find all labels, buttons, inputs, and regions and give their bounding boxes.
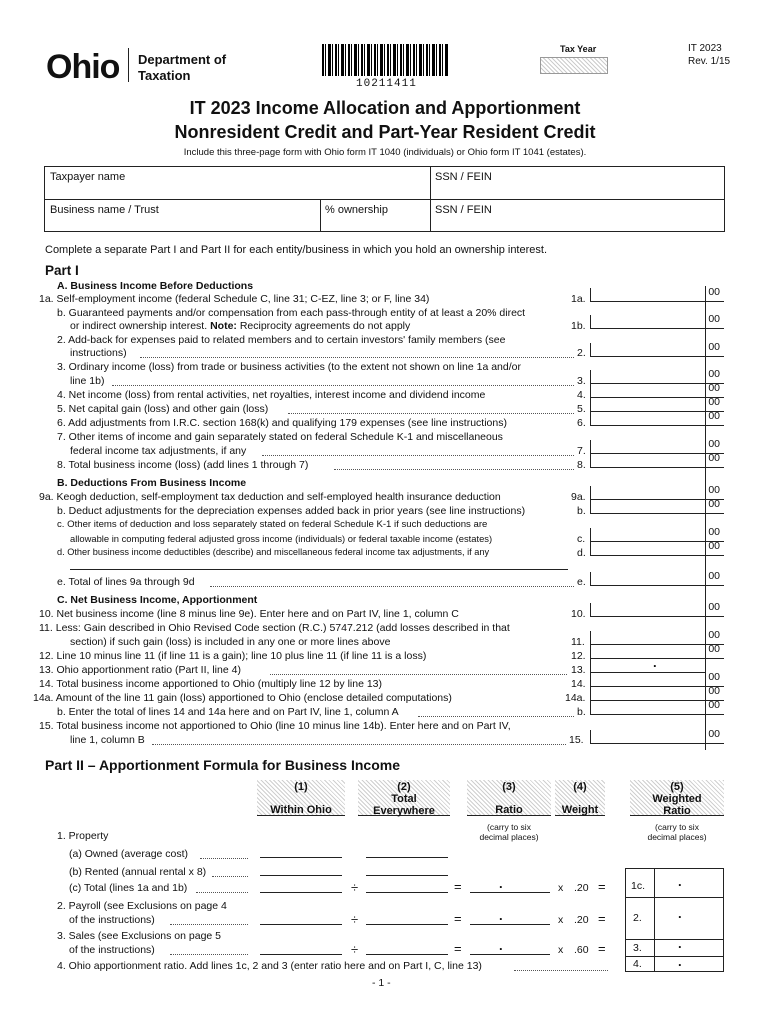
payroll-ratio-input[interactable] — [470, 924, 550, 925]
line-13-text: 13. Ohio apportionment ratio (Part II, line 4) — [39, 664, 241, 676]
decimal-point: . — [499, 876, 503, 891]
logo-divider — [128, 48, 129, 82]
cents: 00 — [708, 368, 720, 380]
ohio-logo: Ohio — [46, 48, 120, 86]
line-4-text: 4. Net income (loss) from rental activities, net royalties, interest income and dividend income — [57, 389, 486, 401]
equals-sign: = — [598, 879, 606, 894]
col4-num: (4) — [573, 781, 587, 793]
cents: 00 — [708, 728, 720, 740]
cents: 00 — [708, 396, 720, 408]
line-9d-describe-field[interactable] — [70, 569, 568, 570]
equals-sign: = — [454, 911, 462, 926]
line-3-text2: line 1b) — [70, 375, 105, 387]
line-5-input[interactable] — [590, 398, 724, 412]
carry-note-1: (carry to six — [655, 822, 699, 832]
cents: 00 — [708, 671, 720, 683]
barcode-number: 10211411 — [356, 78, 417, 90]
line-9e-num: e. — [577, 576, 586, 588]
line-9c-text1: c. Other items of deduction and loss separately stated on federal Schedule K-1 if such deductions are — [57, 519, 488, 530]
equals-sign: = — [598, 911, 606, 926]
dept-line1: Department of — [138, 52, 227, 67]
section-a-heading: A. Business Income Before Deductions — [57, 280, 254, 292]
rented-label: (b) Rented (annual rental x 8) — [69, 866, 207, 878]
line-11-num: 11. — [571, 636, 585, 648]
divide-sign: ÷ — [351, 880, 359, 895]
col4-header — [555, 781, 605, 816]
line-8-text: 8. Total business income (loss) (add lines 1 through 7) — [57, 459, 309, 471]
line-14a-text: 14a. Amount of the line 11 gain (loss) apportioned to Ohio (enclose detailed computations) — [33, 692, 452, 704]
col5-name-a: Weighted — [652, 793, 702, 806]
divide-sign: ÷ — [351, 912, 359, 927]
payroll-within-ohio-input[interactable] — [260, 924, 342, 925]
col5-num: (5) — [670, 781, 684, 793]
line-11-text1: 11. Less: Gain described in Ohio Revised Code section (R.C.) 5747.212 (add losses described in that — [39, 622, 510, 634]
carry-note-1: (carry to six — [487, 822, 531, 832]
cents: 00 — [708, 570, 720, 582]
property-weight: .20 — [574, 882, 589, 894]
form-title-line1: IT 2023 Income Allocation and Apportionment — [189, 98, 581, 118]
leader-dots — [212, 876, 248, 877]
line-14a-num: 14a. — [565, 692, 586, 704]
sales-weight: .60 — [574, 944, 589, 956]
col4-name: Weight — [561, 804, 599, 817]
col3-name: Ratio — [495, 804, 523, 817]
ssn-field[interactable]: SSN / FEIN — [435, 171, 492, 183]
line-1b-text1: b. Guaranteed payments and/or compensation from each pass-through entity of at least a 20% direct — [57, 307, 526, 319]
line-6-num: 6. — [577, 417, 586, 429]
cents: 00 — [708, 286, 720, 298]
cents: 00 — [708, 643, 720, 655]
line-10-input[interactable] — [590, 603, 724, 617]
dept-line2: Taxation — [138, 68, 191, 84]
line-2-num: 2. — [577, 347, 586, 359]
col5-note — [630, 822, 724, 842]
business-name-field[interactable]: Business name / Trust — [50, 204, 159, 216]
cents: 00 — [708, 382, 720, 394]
line-1b-input[interactable] — [590, 315, 724, 329]
line-10-text: 10. Net business income (line 8 minus line 9e). Enter here and on Part IV, line 1, column C — [39, 608, 459, 620]
col2-header — [358, 781, 450, 817]
line-14a-input[interactable] — [590, 687, 724, 701]
cents: 00 — [708, 526, 720, 538]
line-9b-input[interactable] — [590, 500, 724, 514]
line-15-text2: line 1, column B — [70, 734, 145, 746]
line-15-input[interactable] — [590, 730, 724, 744]
property-ratio-input[interactable] — [470, 892, 550, 893]
line-3-text1: 3. Ordinary income (loss) from trade or business activities (to the extent not shown on line 1a and/or — [57, 361, 521, 373]
tax-year-label: Tax Year — [560, 44, 597, 54]
line-9b-text: b. Deduct adjustments for the depreciation expenses added back in prior years (see line instructions) — [57, 505, 526, 517]
leader-dots — [140, 357, 574, 358]
col1-header — [257, 781, 345, 816]
leader-dots — [152, 744, 566, 745]
line-7-text1: 7. Other items of income and gain separately stated on federal Schedule K-1 and miscellaneous — [57, 431, 503, 443]
leader-dots — [112, 385, 574, 386]
line-11-input[interactable] — [590, 631, 724, 645]
col2-name-b: Everywhere — [373, 805, 435, 818]
owned-label: (a) Owned (average cost) — [69, 848, 189, 860]
department-name — [138, 52, 226, 85]
line-14-text: 14. Total business income apportioned to Ohio (multiply line 12 by line 13) — [39, 678, 383, 690]
cents: 00 — [708, 601, 720, 613]
sales-ratio-input[interactable] — [470, 954, 550, 955]
payroll-label-2: of the instructions) — [69, 914, 155, 926]
page-number: - 1 - — [372, 977, 391, 989]
line-14-input[interactable] — [590, 673, 724, 687]
carry-note-2: decimal places) — [479, 832, 539, 843]
cents: 00 — [708, 629, 720, 641]
sales-label-2: of the instructions) — [69, 944, 155, 956]
payroll-everywhere-input[interactable] — [366, 924, 448, 925]
line-3-num: 3. — [577, 375, 586, 387]
rented-within-ohio-input[interactable] — [260, 875, 342, 876]
line-4-num: 4. — [577, 389, 586, 401]
line-9d-input[interactable] — [590, 542, 724, 556]
line-8-input[interactable] — [590, 454, 724, 468]
col1-num: (1) — [294, 781, 308, 793]
section-c-heading: C. Net Business Income, Apportionment — [57, 594, 258, 606]
line-2-text1: 2. Add-back for expenses paid to related members and to certain investors' family members (see — [57, 334, 506, 346]
ssn-fein-field[interactable]: SSN / FEIN — [435, 204, 492, 216]
taxpayer-info-box — [44, 166, 725, 232]
line-10-num: 10. — [571, 608, 586, 620]
col2-num: (2) — [397, 781, 411, 793]
leader-dots — [210, 586, 574, 587]
cents: 00 — [708, 699, 720, 711]
line-9c-input[interactable] — [590, 528, 724, 542]
total-within-ohio-input[interactable] — [260, 892, 342, 893]
line-1a-num: 1a. — [571, 293, 586, 305]
line-14b-input[interactable] — [590, 701, 724, 715]
line-6-input[interactable] — [590, 412, 724, 426]
leader-dots — [514, 970, 608, 971]
cents: 00 — [708, 438, 720, 450]
line-5-num: 5. — [577, 403, 586, 415]
box-divider — [625, 939, 724, 940]
cents: 00 — [708, 685, 720, 697]
line-2-text2: instructions) — [70, 347, 127, 359]
times-sign: x — [558, 944, 564, 956]
leader-dots — [418, 716, 574, 717]
row-1c-weighted-input[interactable]: . — [678, 874, 682, 889]
total-everywhere-input[interactable] — [366, 892, 448, 893]
row-3-label: 3. — [633, 942, 642, 954]
cents: 00 — [708, 341, 720, 353]
line-15-num: 15. — [569, 734, 584, 746]
line-12-input[interactable] — [590, 645, 724, 659]
payroll-weight: .20 — [574, 914, 589, 926]
line-3-input[interactable] — [590, 370, 724, 384]
times-sign: x — [558, 882, 564, 894]
instruction-text: Complete a separate Part I and Part II for each entity/business in which you hold an ownership interest. — [45, 244, 547, 256]
line-9e-input[interactable] — [590, 572, 724, 586]
part2-heading: Part II – Apportionment Formula for Business Income — [45, 757, 400, 773]
cents: 00 — [708, 452, 720, 464]
cents: 00 — [708, 484, 720, 496]
leader-dots — [200, 858, 248, 859]
carry-note-2: decimal places) — [647, 832, 707, 843]
leader-dots — [170, 924, 248, 925]
cents: 00 — [708, 410, 720, 422]
leader-dots — [196, 892, 248, 893]
line-9d-num: d. — [577, 547, 586, 559]
line-9a-num: 9a. — [571, 491, 586, 503]
line-13-num: 13. — [571, 664, 586, 676]
box-divider — [625, 897, 724, 898]
form-rev: Rev. 1/15 — [688, 56, 731, 67]
line-2-input[interactable] — [590, 343, 724, 357]
line-1b-text2: or indirect ownership interest. Note: Reciprocity agreements do not apply — [70, 320, 411, 332]
sales-within-ohio-input[interactable] — [260, 954, 342, 955]
row-1c-label: 1c. — [631, 880, 646, 892]
cents: 00 — [708, 313, 720, 325]
tax-year-field[interactable] — [540, 57, 608, 74]
line-9b-num: b. — [577, 505, 586, 517]
box-divider — [625, 956, 724, 957]
cents: 00 — [708, 498, 720, 510]
sales-label-1: 3. Sales (see Exclusions on page 5 — [57, 930, 222, 942]
property-label: 1. Property — [57, 830, 109, 842]
col3-header — [467, 781, 551, 816]
line-13-input[interactable] — [590, 655, 705, 673]
line-8-num: 8. — [577, 459, 586, 471]
part1-heading: Part I — [45, 263, 79, 278]
line-14-num: 14. — [571, 678, 586, 690]
decimal-point: . — [499, 908, 503, 923]
line-1a-input[interactable] — [590, 288, 724, 302]
row-3-weighted-input[interactable]: . — [678, 936, 682, 951]
line-1a-text: 1a. Self-employment income (federal Schedule C, line 31; C-EZ, line 3; or F, line 34) — [39, 293, 430, 305]
row-4-weighted-input[interactable]: . — [678, 954, 682, 969]
leader-dots — [262, 455, 574, 456]
line-9e-text: e. Total of lines 9a through 9d — [57, 576, 195, 588]
col5-header — [630, 781, 724, 817]
col2-name-a: Total — [391, 793, 417, 806]
col3-note — [467, 822, 551, 842]
line-9c-text2: allowable in computing federal adjusted gross income (individuals) or federal taxable income (estates) — [70, 533, 493, 544]
equals-sign: = — [454, 941, 462, 956]
line-4-ratio-text: 4. Ohio apportionment ratio. Add lines 1c, 2 and 3 (enter ratio here and on Part I, C, line 13) — [57, 960, 482, 972]
owned-everywhere-input[interactable] — [366, 857, 448, 858]
line-12-text: 12. Line 10 minus line 11 (if line 11 is a gain); line 10 plus line 11 (if line 11 is a loss) — [39, 650, 427, 662]
leader-dots — [334, 469, 574, 470]
line-7-input[interactable] — [590, 440, 724, 454]
line-12-num: 12. — [571, 650, 586, 662]
leader-dots — [288, 413, 574, 414]
decimal-point: . — [499, 938, 503, 953]
line-4-input[interactable] — [590, 384, 724, 398]
line-6-text: 6. Add adjustments from I.R.C. section 168(k) and qualifying 179 expenses (see line instructions) — [57, 417, 507, 429]
ownership-field[interactable]: % ownership — [325, 204, 388, 216]
col5-name-b: Ratio — [663, 805, 691, 818]
line-5-text: 5. Net capital gain (loss) and other gain (loss) — [57, 403, 269, 415]
equals-sign: = — [598, 941, 606, 956]
line-14b-text: b. Enter the total of lines 14 and 14a here and on Part IV, line 1, column A — [57, 706, 399, 718]
form-subtitle: Include this three-page form with Ohio form IT 1040 (individuals) or Ohio form IT 1041 (estates). — [183, 147, 587, 158]
divide-sign: ÷ — [351, 942, 359, 957]
line-15-text1: 15. Total business income not apportioned to Ohio (line 10 minus line 14b). Enter here and on Part IV, — [39, 720, 511, 732]
line-11-text2: section) if such gain (loss) is included in any one or more lines above — [70, 636, 391, 648]
sales-everywhere-input[interactable] — [366, 954, 448, 955]
taxpayer-name-field[interactable]: Taxpayer name — [50, 171, 126, 183]
leader-dots — [270, 674, 567, 675]
row-4-label: 4. — [633, 958, 642, 970]
row-2-weighted-input[interactable]: . — [678, 906, 682, 921]
cents: 00 — [708, 540, 720, 552]
decimal-point: . — [653, 655, 657, 670]
line-9a-text: 9a. Keogh deduction, self-employment tax deduction and self-employed health insurance deduction — [39, 491, 501, 503]
leader-dots — [170, 954, 248, 955]
times-sign: x — [558, 914, 564, 926]
line-9c-num: c. — [577, 533, 586, 545]
line-1b-num: 1b. — [571, 320, 586, 332]
section-b-heading: B. Deductions From Business Income — [57, 477, 247, 489]
equals-sign: = — [454, 879, 462, 894]
form-title-line2: Nonresident Credit and Part-Year Resident Credit — [174, 122, 596, 142]
line-9d-text: d. Other business income deductibles (describe) and miscellaneous federal income tax adjustments, if any — [57, 547, 490, 557]
rented-everywhere-input[interactable] — [366, 875, 448, 876]
col3-num: (3) — [502, 781, 516, 793]
total-label: (c) Total (lines 1a and 1b) — [69, 882, 188, 894]
form-id — [688, 42, 730, 68]
owned-within-ohio-input[interactable] — [260, 857, 342, 858]
col1-name: Within Ohio — [270, 804, 332, 817]
line-7-num: 7. — [577, 445, 586, 457]
line-7-text2: federal income tax adjustments, if any — [70, 445, 247, 457]
barcode — [322, 44, 448, 76]
row-2-label: 2. — [633, 912, 642, 924]
line-14b-num: b. — [577, 706, 586, 718]
line-9a-input[interactable] — [590, 486, 724, 500]
payroll-label-1: 2. Payroll (see Exclusions on page 4 — [57, 900, 227, 912]
form-id-text: IT 2023 — [688, 43, 722, 54]
